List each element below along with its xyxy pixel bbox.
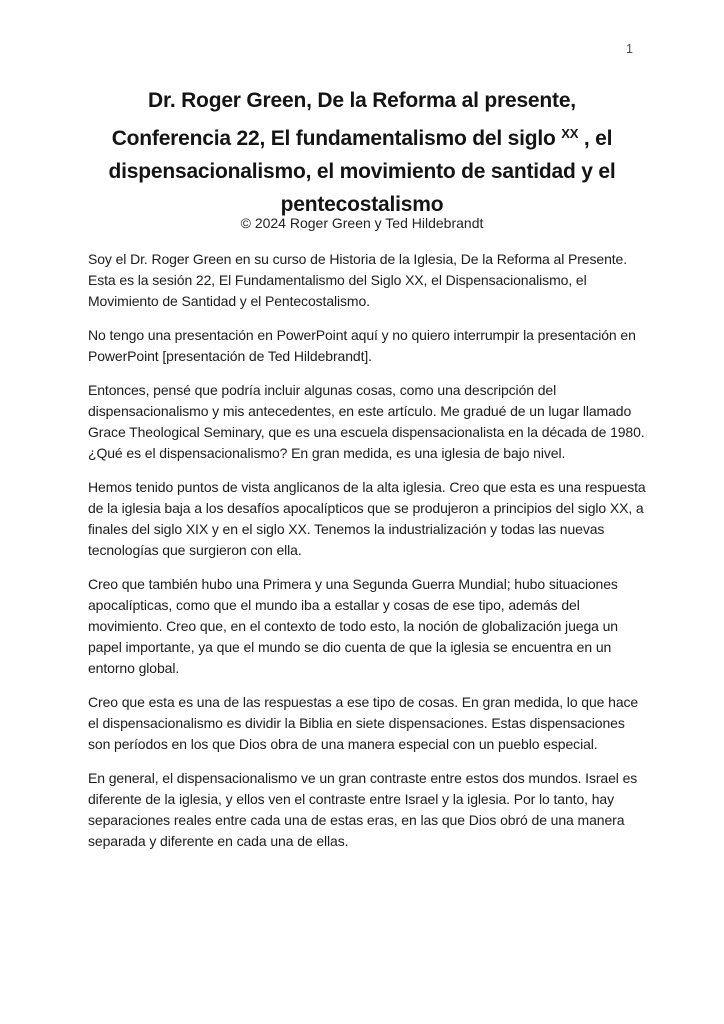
document-body: [88, 249, 646, 865]
paragraph-5: Creo que también hubo una Primera y una Segunda Guerra Mundial; hubo situaciones apocalípticas, como que el mundo iba a estallar y cosas de ese tipo, además del movimiento. Creo que, en el contexto de todo esto, la noción de globalización juega un papel importante, ya que el mundo se dio cuenta de que la iglesia se encuentra en un entorno global.: [88, 576, 618, 676]
paragraph-7: En general, el dispensacionalismo ve un gran contraste entre estos dos mundos. Israel es diferente de la iglesia, y ellos ven el contraste entre Israel y la iglesia. Por lo tanto, hay separaciones reales entre cada una de estas eras, en las que Dios obró de una manera separada y diferente en cada una de ellas.: [88, 770, 638, 849]
paragraph-2: No tengo una presentación en PowerPoint aquí y no quiero interrumpir la presentación en PowerPoint [presentación de Ted Hildebrandt].: [88, 327, 636, 364]
title-line-2-tail: , el: [578, 127, 613, 150]
title-line-2: [52, 117, 672, 155]
paragraph-3: Entonces, pensé que podría incluir algunas cosas, como una descripción del dispensacionalismo y mis antecedentes, en este artículo. Me gradué de un lugar llamado Grace Theological Seminary, que es una escuela dispensacionalista en la década de 1980. ¿Qué es el dispensacionalismo? En gran medida, es una iglesia de bajo nivel.: [88, 382, 645, 461]
title-line-4: pentecostalismo: [280, 193, 444, 216]
paragraph-1: Soy el Dr. Roger Green en su curso de Historia de la Iglesia, De la Reforma al Presente. Esta es la sesión 22, El Fundamentalismo del Siglo XX, el Dispensacionalismo, el Movimiento de Santidad y el Pentecostalismo.: [88, 251, 628, 309]
page-number: 1: [626, 42, 633, 56]
paragraph-4: Hemos tenido puntos de vista anglicanos de la alta iglesia. Creo que esta es una respuesta de la iglesia baja a los desafíos apocalípticos que se produjeron a principios del siglo XX, a finales del siglo XIX y en el siglo XX. Tenemos la industrialización y todas las nuevas tecnologías que surgieron con ella.: [88, 479, 646, 558]
document-title: [52, 84, 672, 221]
title-line-3: dispensacionalismo, el movimiento de santidad y el: [108, 160, 616, 183]
copyright-line: © 2024 Roger Green y Ted Hildebrandt: [240, 215, 484, 231]
paragraph-6: Creo que esta es una de las respuestas a ese tipo de cosas. En gran medida, lo que hace el dispensacionalismo es dividir la Biblia en siete dispensaciones. Estas dispensaciones son períodos en los que Dios obra de una manera especial con un pueblo especial.: [88, 694, 639, 752]
title-line-1: Dr. Roger Green, De la Reforma al presente,: [148, 89, 576, 112]
title-line-2-text: Conferencia 22, El fundamentalismo del siglo: [111, 127, 562, 150]
title-superscript: XX: [561, 126, 579, 141]
